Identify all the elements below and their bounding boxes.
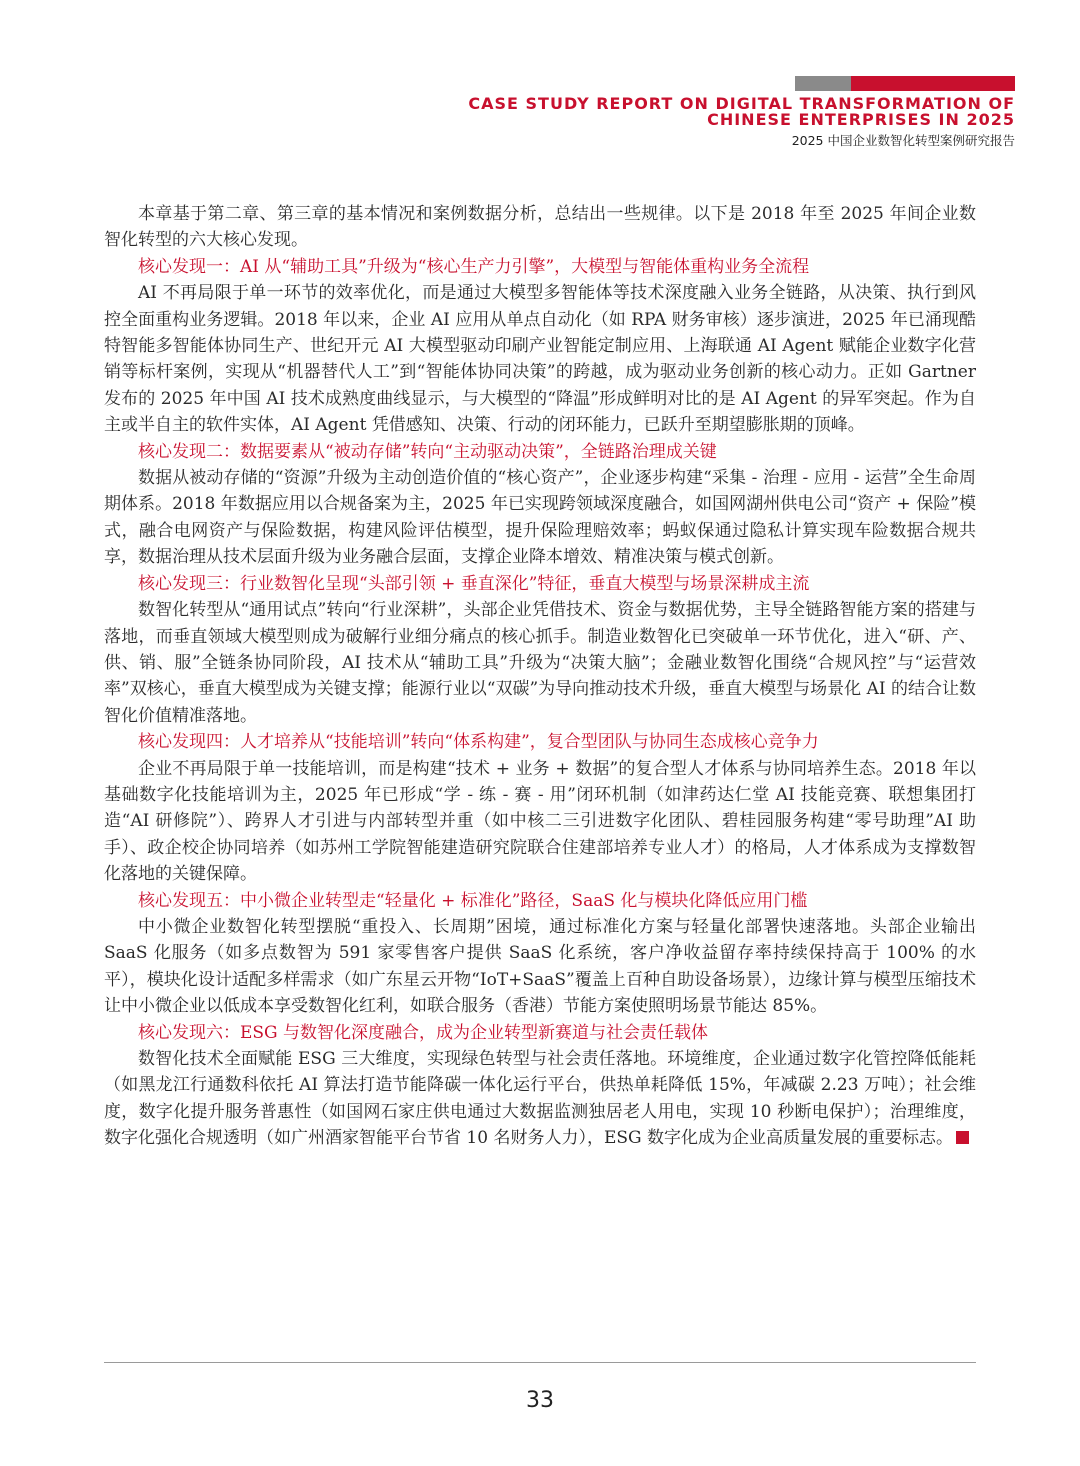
finding-5-text: 中小微企业数智化转型摆脱“重投入、长周期”困境，通过标准化方案与轻量化部署快速落地。头部企业输出 SaaS 化服务（如多点数智为 591 家零售客户提供 SaaS 化系统，客户净收益留存率持续保持高于 100% 的水平），模块化设计适配多样需求（如广东星云开物“IoT+SaaS”覆盖上百种自助设备场景），边缘计算与模型压缩技术让中小微企业以低成本享受数智化红利，如联合服务（香港）节能方案使照明场景节能达 85%。 bbox=[104, 916, 976, 1017]
finding-1-heading: 核心发现一：AI 从“辅助工具”升级为“核心生产力引擎”，大模型与智能体重构业务全流程 bbox=[138, 256, 810, 277]
finding-2-heading: 核心发现二：数据要素从“被动存储”转向“主动驱动决策”，全链路治理成关键 bbox=[138, 441, 717, 462]
finding-5-heading: 核心发现五：中小微企业转型走“轻量化 + 标准化”路径，SaaS 化与模块化降低应用门槛 bbox=[138, 890, 808, 911]
footer-divider bbox=[104, 1362, 976, 1363]
header-accent-gray-bar bbox=[795, 76, 851, 91]
finding-6-paragraph bbox=[104, 1046, 976, 1152]
page-number: 33 bbox=[526, 1388, 554, 1413]
report-title-en-line2: CHINESE ENTERPRISES IN 2025 bbox=[707, 110, 1015, 129]
finding-6-heading: 核心发现六：ESG 与数智化深度融合，成为企业转型新赛道与社会责任载体 bbox=[138, 1022, 709, 1043]
report-title-en-line1: CASE STUDY REPORT ON DIGITAL TRANSFORMATION OF bbox=[468, 94, 1015, 113]
finding-3-text: 数智化转型从“通用试点”转向“行业深耕”，头部企业凭借技术、资金与数据优势，主导全链路智能方案的搭建与落地，而垂直领域大模型则成为破解行业细分痛点的核心抓手。制造业数智化已突破单一环节优化，进入“研、产、供、销、服”全链条协同阶段，AI 技术从“辅助工具”升级为“决策大脑”；金融业数智化围绕“合规风控”与“运营效率”双核心，垂直大模型成为关键支撑；能源行业以“双碳”为导向推动技术升级，垂直大模型与场景化 AI 的结合让数智化价值精准落地。 bbox=[104, 600, 976, 726]
report-title-cn: 2025 中国企业数智化转型案例研究报告 bbox=[791, 133, 1015, 148]
finding-3-heading: 核心发现三：行业数智化呈现“头部引领 + 垂直深化”特征，垂直大模型与场景深耕成主流 bbox=[138, 573, 810, 594]
intro-paragraph: 本章基于第二章、第三章的基本情况和案例数据分析，总结出一些规律。以下是 2018 年至 2025 年间企业数智化转型的六大核心发现。 bbox=[104, 204, 976, 251]
chapter-body bbox=[104, 201, 976, 1152]
finding-1-text: AI 不再局限于单一环节的效率优化，而是通过大模型多智能体等技术深度融入业务全链路，从决策、执行到风控全面重构业务逻辑。2018 年以来，企业 AI 应用从单点自动化（如 RPA 财务审核）逐步演进，2025 年已涌现酷特智能多智能体协同生产、世纪开元 AI 大模型驱动印刷产业智能定制应用、上海联通 AI Agent 赋能企业数字化营销等标杆案例，实现从“机器替代人工”到“智能体协同决策”的跨越，成为驱动业务创新的核心动力。正如 Gartner 发布的 2025 年中国 AI 技术成熟度曲线显示，与大模型的“降温”形成鲜明对比的是 AI Agent 的异军突起。作为自主或半自主的软件实体，AI Agent 凭借感知、决策、行动的闭环能力，已跃升至期望膨胀期的顶峰。 bbox=[104, 283, 976, 436]
finding-2-text: 数据从被动存储的“资源”升级为主动创造价值的“核心资产”，企业逐步构建“采集 - 治理 - 应用 - 运营”全生命周期体系。2018 年数据应用以合规备案为主，2025 年已实现跨领域深度融合，如国网湖州供电公司“资产 + 保险”模式，融合电网资产与保险数据，构建风险评估模型，提升保险理赔效率；蚂蚁保通过隐私计算实现车险数据合规共享，数据治理从技术层面升级为业务融合层面，支撑企业降本增效、精准决策与模式创新。 bbox=[104, 468, 976, 568]
header-accent-red-bar bbox=[851, 76, 1015, 91]
report-title-en bbox=[455, 96, 1015, 128]
end-of-chapter-square-icon bbox=[956, 1131, 969, 1144]
finding-4-text: 企业不再局限于单一技能培训，而是构建“技术 + 业务 + 数据”的复合型人才体系与协同培养生态。2018 年以基础数字化技能培训为主，2025 年已形成“学 - 练 - 赛 - 用”闭环机制（如津药达仁堂 AI 技能竞赛、联想集团打造“AI 研修院”）、跨界人才引进与内部转型并重（如中核二三引进数字化团队、碧桂园服务构建“零号助理”AI 助手）、政企校企协同培养（如苏州工学院智能建造研究院联合住建部培养专业人才）的格局，人才体系成为支撑数智化落地的关键保障。 bbox=[104, 758, 976, 885]
finding-6-text: 数智化技术全面赋能 ESG 三大维度，实现绿色转型与社会责任落地。环境维度，企业通过数字化管控降低能耗（如黑龙江行通数科依托 AI 算法打造节能降碳一体化运行平台，供热单耗降低 15%，年减碳 2.23 万吨）；社会维度，数字化提升服务普惠性（如国网石家庄供电通过大数据监测独居老人用电，实现 10 秒断电保护）；治理维度，数字化强化合规透明（如广州酒家智能平台节省 10 名财务人力），ESG 数字化成为企业高质量发展的重要标志。 bbox=[104, 1049, 976, 1149]
finding-4-heading: 核心发现四：人才培养从“技能培训”转向“体系构建”，复合型团队与协同生态成核心竞争力 bbox=[138, 732, 819, 753]
